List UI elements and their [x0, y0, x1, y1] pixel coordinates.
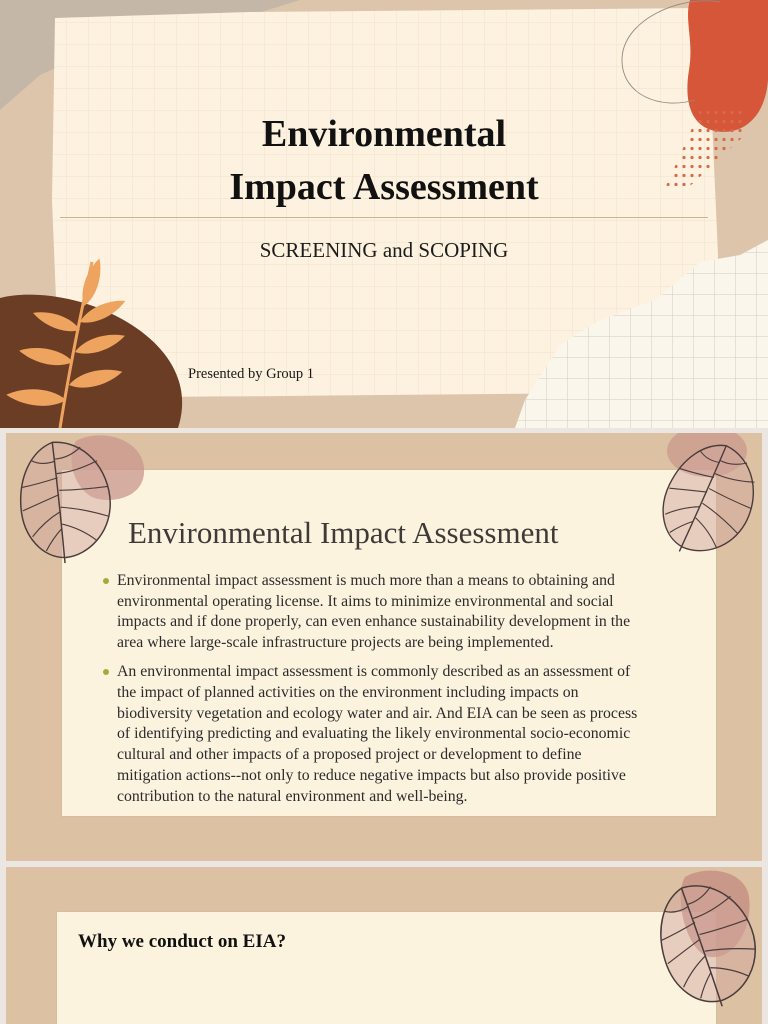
title-line-1: Environmental — [261, 113, 507, 155]
presenter-line: Presented by Group 1 — [188, 366, 315, 382]
slide-1-background-art — [0, 0, 768, 428]
leaf-decoration-right — [655, 433, 762, 568]
slide-1-subtitle: SCREENING and SCOPING — [259, 238, 509, 262]
slide-3-heading: Why we conduct on EIA? — [78, 931, 286, 952]
list-item — [117, 662, 715, 807]
slide-2 — [6, 433, 762, 861]
bullet-text: An environmental impact assessment is commonly described as an assessment of the impact of planned activities on the environment including impacts on biodiversity vegetation and ecology water and air. And EIA can be seen as process of identifying predicting and evaluating the likely environmental socio-economic cultural and other impacts of a proposed project or development to define mitigation actions--not only to reduce negative impacts but also provide positive contribution to the natural environment and well-being. — [117, 663, 638, 805]
leaf-decoration-right — [645, 867, 762, 1017]
title-divider — [60, 217, 708, 218]
list-item — [117, 571, 715, 654]
bullet-icon — [103, 578, 109, 584]
leaf-decoration-left — [6, 433, 146, 568]
content-panel — [57, 912, 716, 1024]
bullet-list — [117, 571, 715, 807]
slide-1 — [0, 0, 768, 428]
slide-2-title: Environmental Impact Assessment — [128, 515, 559, 550]
slide-3 — [6, 867, 762, 1024]
slide-1-title — [0, 108, 768, 214]
title-line-2: Impact Assessment — [229, 166, 539, 208]
bullet-text: Environmental impact assessment is much more than a means to obtaining and environmental operating license. It aims to minimize environmental and social impacts and if done properly, can even enhance sustainability development in the area where large-scale infrastructure projects are being implemented. — [117, 572, 631, 652]
